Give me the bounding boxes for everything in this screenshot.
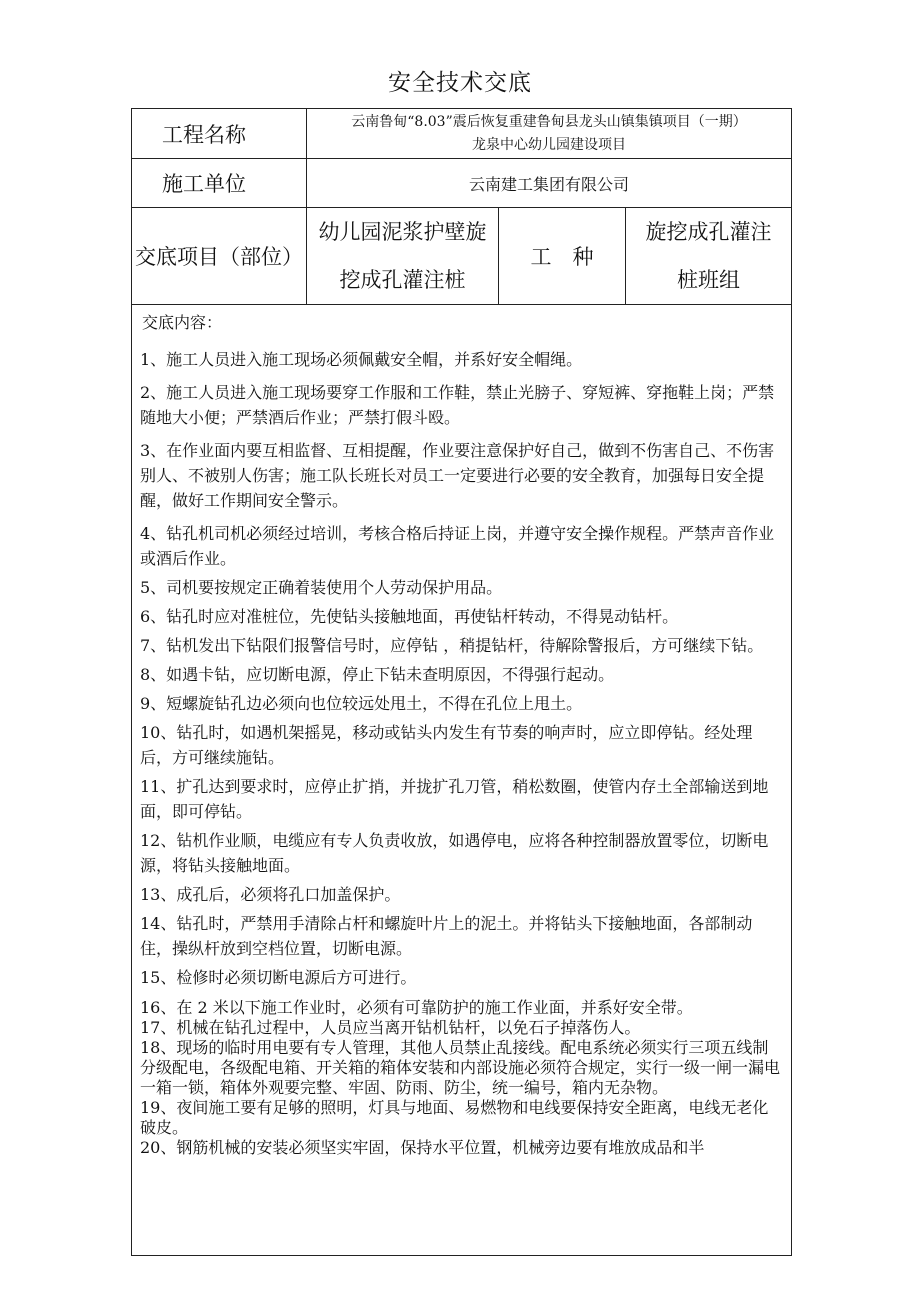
trade-value xyxy=(626,208,792,305)
project-value xyxy=(307,109,792,159)
content-item-11: 11、扩孔达到要求时，应停止扩捎，并拢扩孔刀管，稍松数圈，使管内存土全部输送到地面，即可停钻。 xyxy=(140,777,769,821)
content-item-18: 18、现场的临时用电要有专人管理，其他人员禁止乱接线。配电系统必须实行三项五线制分级配电，各级配电箱、开关箱的箱体安装和内部设施必须符合规定，实行一级一闸一漏电一箱一锁，箱体外观要完整、牢固、防雨、防尘，统一编号，箱内无杂物。 xyxy=(140,1038,781,1097)
content-item-9: 9、短螺旋钻孔边必须向也位较远处甩土，不得在孔位上甩土。 xyxy=(140,694,583,713)
unit-value: 云南建工集团有限公司 xyxy=(307,159,792,208)
content-item-17: 17、机械在钻孔过程中，人员应当离开钻机钻杆，以免石子掉落伤人。 xyxy=(140,1018,641,1037)
content-item-5: 5、司机要按规定正确着装使用个人劳动保护用品。 xyxy=(140,578,503,597)
content-item-7: 7、钻机发出下钻限们报警信号时，应停钻 ，稍提钻杆，待解除警报后，方可继续下钻。 xyxy=(140,636,764,655)
document-title: 安全技术交底 xyxy=(388,70,532,96)
unit-row xyxy=(132,159,792,208)
content-item-13: 13、成孔后，必须将孔口加盖保护。 xyxy=(140,885,401,904)
content-item-2: 2、施工人员进入施工现场要穿工作服和工作鞋，禁止光膀子、穿短裤、穿拖鞋上岗；严禁随地大小便；严禁酒后作业；严禁打假斗殴。 xyxy=(140,383,775,427)
content-item-10: 10、钻孔时，如遇机架摇晃，移动或钻头内发生有节奏的响声时，应立即停钻。经处理后，方可继续施钻。 xyxy=(140,723,753,767)
content-heading: 交底内容： xyxy=(142,313,223,332)
disclosure-form-table xyxy=(131,108,792,1256)
project-value-line2: 龙泉中心幼儿园建设项目 xyxy=(472,136,627,153)
item-label: 交底项目（部位） xyxy=(132,208,307,305)
item-row xyxy=(132,208,792,305)
content-item-3: 3、在作业面内要互相监督、互相提醒，作业要注意保护好自己，做到不伤害自己、不伤害别人、不被别人伤害；施工队长班长对员工一定要进行必要的安全教育，加强每日安全提醒，做好工作期间安全警示。 xyxy=(140,441,775,510)
trade-label: 工 种 xyxy=(499,208,626,305)
project-value-line1: 云南鲁甸“8.03”震后恢复重建鲁甸县龙头山镇集镇项目（一期） xyxy=(351,113,747,130)
item-value xyxy=(307,208,499,305)
content-item-1: 1、施工人员进入施工现场必须佩戴安全帽，并系好安全帽绳。 xyxy=(140,350,583,369)
item-value-line1: 幼儿园泥浆护壁旋 xyxy=(318,220,487,244)
item-value-line2: 挖成孔灌注桩 xyxy=(339,268,466,292)
content-item-12: 12、钻机作业顺，电缆应有专人负责收放，如遇停电，应将各种控制器放置零位，切断电源，将钻头接触地面。 xyxy=(140,831,769,875)
trade-value-line1: 旋挖成孔灌注 xyxy=(645,220,772,244)
content-item-15: 15、检修时必须切断电源后方可进行。 xyxy=(140,968,417,987)
content-item-20: 20、钢筋机械的安装必须坚实牢固，保持水平位置，机械旁边要有堆放成品和半 xyxy=(140,1138,705,1157)
project-row xyxy=(132,109,792,159)
unit-label: 施工单位 xyxy=(132,159,307,208)
content-item-16: 16、在 2 米以下施工作业时，必须有可靠防护的施工作业面，并系好安全带。 xyxy=(140,998,693,1017)
content-item-6: 6、钻孔时应对准桩位，先使钻头接触地面，再使钻杆转动，不得晃动钻杆。 xyxy=(140,607,679,626)
project-label: 工程名称 xyxy=(132,109,307,159)
content-item-14: 14、钻孔时，严禁用手清除占杆和螺旋叶片上的泥土。并将钻头下接触地面，各部制动住，操纵杆放到空档位置，切断电源。 xyxy=(140,914,753,958)
content-cell xyxy=(132,305,792,1256)
content-item-8: 8、如遇卡钻，应切断电源，停止下钻未查明原因，不得强行起动。 xyxy=(140,665,615,684)
content-item-4: 4、钻孔机司机必须经过培训，考核合格后持证上岗，并遵守安全操作规程。严禁声音作业或酒后作业。 xyxy=(140,524,775,568)
content-item-19: 19、夜间施工要有足够的照明，灯具与地面、易燃物和电线要保持安全距离，电线无老化破皮。 xyxy=(140,1098,769,1137)
content-row xyxy=(132,305,792,1256)
trade-value-line2: 桩班组 xyxy=(677,268,741,292)
